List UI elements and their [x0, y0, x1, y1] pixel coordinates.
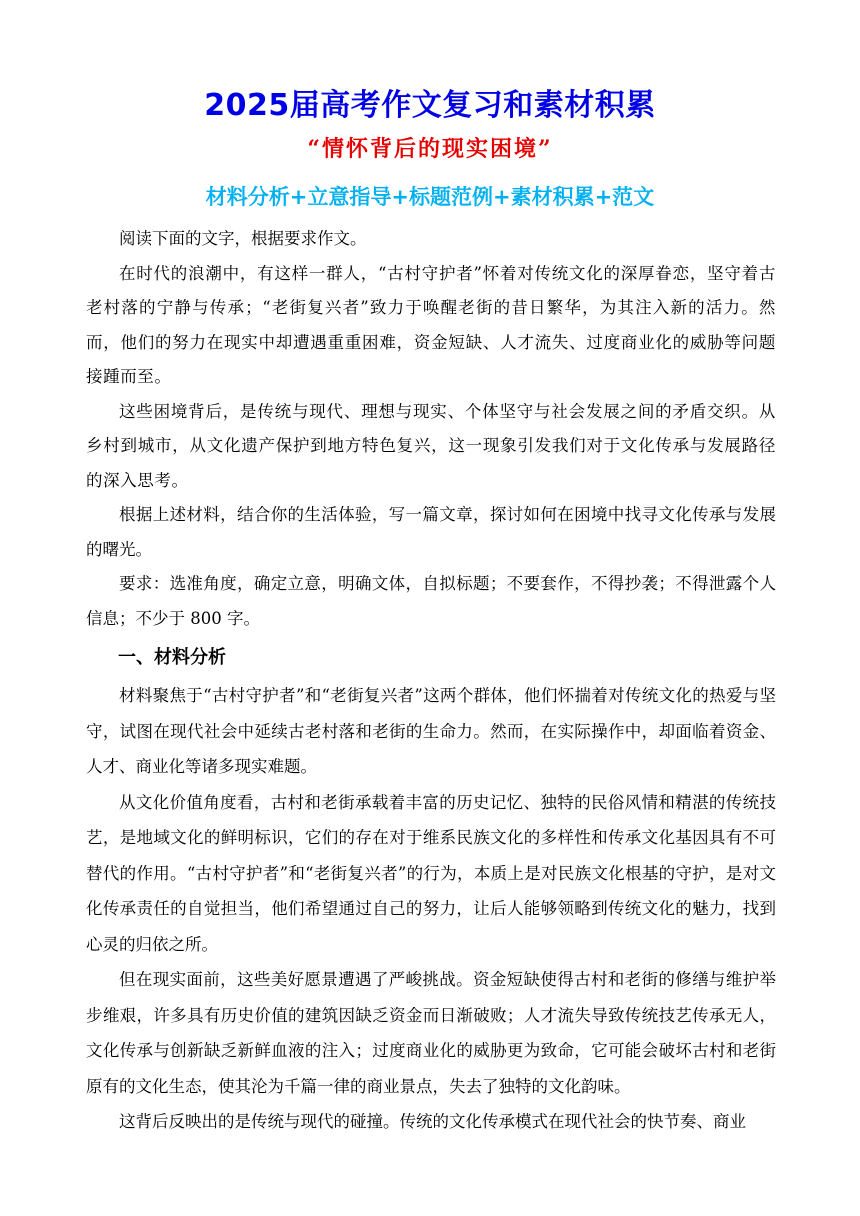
- prompt-material-paragraph: 这些困境背后，是传统与现代、理想与现实、个体坚守与社会发展之间的矛盾交织。从乡村到城市，从文化遗产保护到地方特色复兴，这一现象引发我们对于文化传承与发展路径的深入思考。: [86, 401, 776, 490]
- document-body: [86, 222, 776, 1140]
- analysis-paragraph: 材料聚焦于“古村守护者”和“老街复兴者”这两个群体，他们怀揣着对传统文化的热爱与坚守，试图在现代社会中延续古老村落和老街的生命力。然而，在实际操作中，却面临着资金、人才、商业化等诸多现实难题。: [86, 686, 776, 776]
- prompt-task: 根据上述材料，结合你的生活体验，写一篇文章，探讨如何在困境中找寻文化传承与发展的曙光。: [86, 505, 776, 559]
- prompt-instruction: 阅读下面的文字，根据要求作文。: [119, 229, 367, 248]
- analysis-paragraph: 从文化价值角度看，古村和老街承载着丰富的历史记忆、独特的民俗风情和精湛的传统技艺，是地域文化的鲜明标识，它们的存在对于维系民族文化的多样性和传承文化基因具有不可替代的作用。“古村守护者”和“老街复兴者”的行为，本质上是对民族文化根基的守护，是对文化传承责任的自觉担当，他们希望通过自己的努力，让后人能够领略到传统文化的魅力，找到心灵的归依之所。: [86, 792, 776, 954]
- analysis-paragraph: 但在现实面前，这些美好愿景遭遇了严峻挑战。资金短缺使得古村和老街的修缮与维护举步维艰，许多具有历史价值的建筑因缺乏资金而日渐破败；人才流失导致传统技艺传承无人，文化传承与创新缺乏新鲜血液的注入；过度商业化的威胁更为致命，它可能会破坏古村和老街原有的文化生态，使其沦为千篇一律的商业景点，失去了独特的文化韵味。: [86, 970, 776, 1096]
- prompt-requirements: 要求：选准角度，确定立意，明确文体，自拟标题；不要套作，不得抄袭；不得泄露个人信息；不少于 800 字。: [86, 574, 776, 628]
- document-subtitle: “情怀背后的现实困境”: [307, 136, 553, 162]
- section-heading-analysis: 一、材料分析: [118, 647, 226, 668]
- analysis-paragraph: 这背后反映出的是传统与现代的碰撞。传统的文化传承模式在现代社会的快节奏、商业: [119, 1112, 746, 1131]
- document-title: 2025届高考作文复习和素材积累: [204, 88, 656, 123]
- document-tagline: 材料分析+立意指导+标题范例+素材积累+范文: [205, 185, 655, 209]
- prompt-material-paragraph: 在时代的浪潮中，有这样一群人，“古村守护者”怀着对传统文化的深厚眷恋，坚守着古老村落的宁静与传承；“老街复兴者”致力于唤醒老街的昔日繁华，为其注入新的活力。然而，他们的努力在现实中却遭遇重重困难，资金短缺、人才流失、过度商业化的威胁等问题接踵而至。: [86, 263, 776, 386]
